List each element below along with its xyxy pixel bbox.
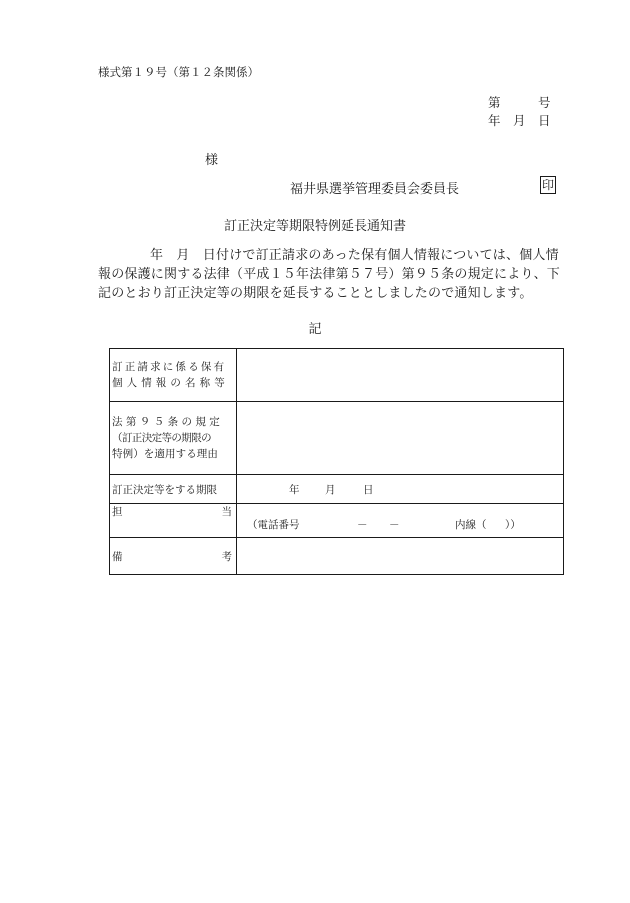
detail-table xyxy=(109,348,564,575)
label-char: 備 xyxy=(112,550,123,563)
value-deadline[interactable] xyxy=(237,475,564,504)
label-remarks xyxy=(110,538,237,575)
notice-body xyxy=(98,246,562,303)
table-row-deadline xyxy=(110,475,564,504)
value-contact[interactable] xyxy=(237,504,564,538)
issue-number-line: 第 号 xyxy=(488,95,551,110)
value-reason[interactable] xyxy=(237,402,564,475)
label-char: 担 xyxy=(112,506,123,518)
notice-body-line-3: 記のとおり訂正決定等の期限を延長することとしましたので通知します。 xyxy=(98,286,533,301)
label-char: 当 xyxy=(221,506,232,518)
deadline-year: 年 xyxy=(289,483,300,496)
document-title: 訂正決定等期限特例延長通知書 xyxy=(223,219,406,234)
seal-mark: 印 xyxy=(542,178,555,192)
label-information-name xyxy=(110,349,237,402)
table-row-reason xyxy=(110,402,564,475)
table-row-remarks xyxy=(110,538,564,575)
deadline-day: 日 xyxy=(363,483,374,496)
ki-heading: 記 xyxy=(308,322,322,337)
form-number: 様式第１９号（第１２条関係） xyxy=(98,65,259,79)
label-line: 個人情報の名称等 xyxy=(112,377,229,389)
phone-extension: 内線（ xyxy=(455,519,487,531)
label-deadline: 訂正決定等をする期限 xyxy=(110,475,237,504)
issuer-title: 福井県選挙管理委員会委員長 xyxy=(290,182,460,197)
label-reason xyxy=(110,402,237,475)
deadline-month: 月 xyxy=(325,483,336,496)
label-line: 訂正請求に係る保有 xyxy=(112,361,227,373)
label-contact xyxy=(110,504,237,538)
value-information-name[interactable] xyxy=(237,349,564,402)
phone-dash-1: － xyxy=(357,519,368,531)
table-row-contact xyxy=(110,504,564,538)
phone-open: （電話番号 xyxy=(247,519,300,531)
issue-date-line: 年 月 日 xyxy=(488,113,551,128)
label-line: 特例）を適用する理由 xyxy=(112,448,218,460)
addressee-honorific: 様 xyxy=(205,153,219,168)
table-row-information-name xyxy=(110,349,564,402)
label-line: 法第９５条の規定 xyxy=(112,416,224,428)
notice-body-line-2: 報の保護に関する法律（平成１５年法律第５７号）第９５条の規定により、下 xyxy=(98,267,561,282)
label-char: 考 xyxy=(221,550,232,563)
label-line: （訂正決定等の期限の xyxy=(112,432,211,444)
phone-dash-2: － xyxy=(389,519,400,531)
phone-close: ）） xyxy=(505,519,521,531)
notice-body-line-1: 年 月 日付けで訂正請求のあった保有個人情報については、個人情 xyxy=(150,248,559,263)
value-remarks[interactable] xyxy=(237,538,564,575)
